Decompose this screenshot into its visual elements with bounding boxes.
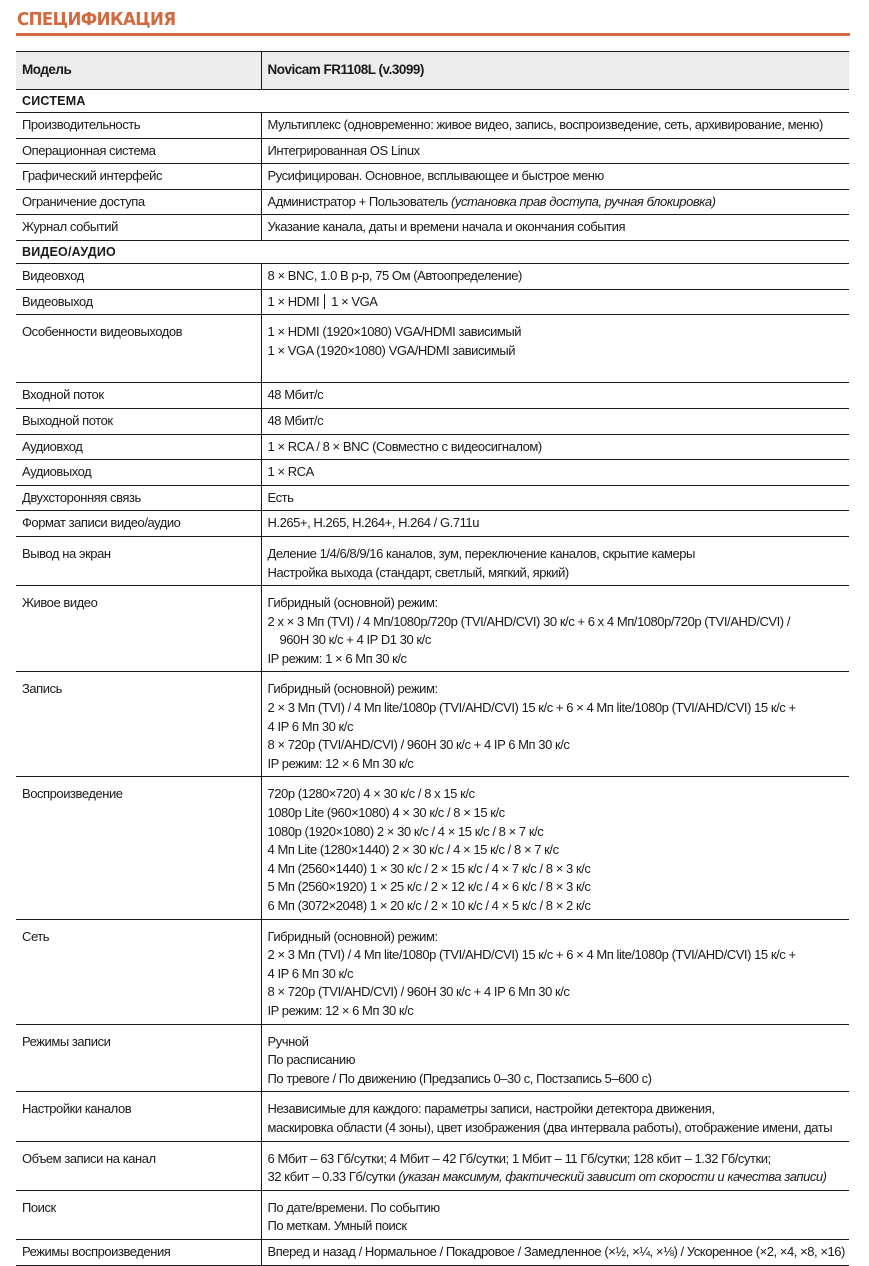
row-label: Журнал событий (16, 215, 261, 241)
table-row (16, 434, 849, 460)
value-line (268, 860, 844, 879)
row-value (261, 460, 849, 486)
value-text: 2 x × 3 Мп (TVI) / 4 Мп/1080p/720p (TVI/AHD/CVI) 30 к/с + 6 x 4 Мп/1080p/720p (TVI/AHD/CVI) / (267, 613, 791, 629)
row-label: Режимы записи (16, 1024, 261, 1092)
row-label: Режимы воспроизведения (16, 1239, 261, 1265)
header-label: Модель (16, 52, 261, 90)
row-value (261, 1092, 849, 1141)
row-label: Поиск (16, 1190, 261, 1239)
value-text: 1080p (1920×1080) 2 × 30 к/с / 4 × 15 к/с / 8 × 7 к/с (267, 823, 544, 839)
value-line (268, 463, 844, 482)
section-title: ВИДЕО/АУДИО (16, 240, 849, 263)
row-label: Особенности видеовыходов (16, 315, 261, 383)
table-row (16, 113, 849, 139)
table-row (16, 460, 849, 486)
row-label: Живое видео (16, 586, 261, 672)
value-text: Есть (267, 489, 294, 505)
value-line (268, 323, 844, 342)
row-label: Объем записи на канал (16, 1141, 261, 1190)
value-text: По расписанию (267, 1052, 356, 1068)
value-line (268, 650, 844, 669)
row-value (261, 138, 849, 164)
value-text: Вперед и назад / Нормальное / Покадровое / Замедленное (×½, ×¼, ×⅛) / Ускоренное (×2, ×4, ×8, ×16) (267, 1243, 845, 1259)
value-line (268, 1033, 844, 1052)
value-text: 8 × BNC, 1.0 В p-p, 75 Ом (Автоопределение) (267, 267, 522, 283)
row-value (261, 189, 849, 215)
row-label: Сеть (16, 919, 261, 1024)
row-value (261, 315, 849, 383)
value-text: Гибридный (основной) режим: (267, 595, 438, 611)
section-row (16, 240, 849, 263)
value-line (268, 564, 844, 583)
value-line (268, 142, 844, 161)
value-note: (установка прав доступа, ручная блокировка) (451, 193, 716, 209)
value-line (268, 928, 844, 947)
value-text: 720p (1280×720) 4 × 30 к/с / 8 x 15 к/с (267, 786, 475, 802)
table-row (16, 408, 849, 434)
table-row (16, 777, 849, 919)
value-text: 2 × 3 Мп (TVI) / 4 Мп lite/1080p (TVI/AHD/CVI) 15 к/с + 6 × 4 Мп lite/1080p (TVI/AHD/CVI) 15 к/с + (267, 700, 796, 716)
row-value (261, 289, 849, 315)
table-row (16, 315, 849, 383)
value-text: Гибридный (основной) режим: (267, 928, 438, 944)
value-line (268, 613, 844, 632)
row-value (261, 1024, 849, 1092)
value-text: IP режим: 12 × 6 Мп 30 к/с (267, 755, 414, 771)
value-text: 4 IP 6 Мп 30 к/с (267, 718, 353, 734)
value-text: По тревоге / По движению (Предзапись 0–30 с, Постзапись 5–600 с) (267, 1070, 652, 1086)
row-value (261, 164, 849, 190)
value-line (268, 342, 844, 361)
value-line (268, 386, 844, 405)
row-label: Воспроизведение (16, 777, 261, 919)
value-text: 4 Мп Lite (1280×1440) 2 × 30 к/с / 4 × 15 к/с / 8 × 7 к/с (267, 842, 559, 858)
row-label: Входной поток (16, 383, 261, 409)
value-text: 8 × 720p (TVI/AHD/CVI) / 960H 30 к/с + 4 IP 6 Мп 30 к/с (267, 984, 570, 1000)
table-row (16, 919, 849, 1024)
value-line (268, 1119, 844, 1138)
value-text: 8 × 720p (TVI/AHD/CVI) / 960H 30 к/с + 4 IP 6 Мп 30 к/с (267, 737, 570, 753)
table-row (16, 263, 849, 289)
row-label: Аудиовход (16, 434, 261, 460)
value-text: По дате/времени. По событию (267, 1199, 440, 1215)
value-line (268, 1168, 844, 1187)
section-row (16, 90, 849, 113)
value-part: 1 × VGA (331, 293, 378, 309)
value-part: 1 × HDMI (267, 293, 320, 309)
value-text: Ручной (267, 1033, 309, 1049)
value-line (268, 785, 844, 804)
value-text: Гибридный (основной) режим: (267, 681, 438, 697)
value-line (268, 631, 844, 650)
row-label: Запись (16, 672, 261, 777)
value-text: Администратор + Пользователь (267, 193, 448, 209)
value-text: 32 кбит – 0.33 Гб/сутки (267, 1169, 396, 1185)
value-line (268, 823, 844, 842)
value-line (268, 1100, 844, 1119)
value-line (268, 218, 844, 237)
row-value (261, 1239, 849, 1265)
value-line (268, 1243, 844, 1262)
value-line (268, 841, 844, 860)
row-label: Ограничение доступа (16, 189, 261, 215)
value-text: Настройка выхода (стандарт, светлый, мягкий, яркий) (267, 564, 569, 580)
value-line (268, 514, 844, 533)
spec-table (16, 51, 849, 1266)
row-label: Двухсторонняя связь (16, 485, 261, 511)
value-line (268, 1070, 844, 1089)
value-text: IP режим: 12 × 6 Мп 30 к/с (267, 1002, 414, 1018)
section-title: СИСТЕМА (16, 90, 849, 113)
value-note: (указан максимум, фактический зависит от скорости и качества записи) (398, 1169, 827, 1185)
value-line (268, 1051, 844, 1070)
table-row (16, 1092, 849, 1141)
title-underline (16, 33, 850, 36)
value-line (268, 1002, 844, 1021)
table-row (16, 383, 849, 409)
value-line (268, 804, 844, 823)
value-text: 4 IP 6 Мп 30 к/с (267, 965, 353, 981)
value-text: 1080p Lite (960×1080) 4 × 30 к/с / 8 × 15 к/с (267, 805, 505, 821)
value-text: 6 Мбит – 63 Гб/сутки; 4 Мбит – 42 Гб/сутки; 1 Мбит – 11 Гб/сутки; 128 кбит – 1.32 Гб/сутки; (267, 1150, 771, 1166)
value-text: Независимые для каждого: параметры записи, настройки детектора движения, (267, 1101, 715, 1117)
value-text: маскировка области (4 зоны), цвет изображения (два интервала работы), отображение имени, даты (267, 1119, 833, 1135)
value-text: 1 × RCA / 8 × BNC (Совместно с видеосигналом) (267, 438, 542, 454)
value-line (268, 267, 844, 286)
row-label: Видеовыход (16, 289, 261, 315)
value-line (268, 489, 844, 508)
value-text: IP режим: 1 × 6 Мп 30 к/с (267, 650, 407, 666)
row-label: Выходной поток (16, 408, 261, 434)
table-row (16, 511, 849, 537)
value-text: 1 × VGA (1920×1080) VGA/HDMI зависимый (267, 342, 516, 358)
document-title: СПЕЦИФИКАЦИЯ (17, 9, 176, 30)
row-value (261, 672, 849, 777)
value-text: 1 × RCA (267, 464, 314, 480)
value-line (268, 438, 844, 457)
value-line (268, 699, 844, 718)
value-text: Указание канала, даты и времени начала и окончания события (267, 219, 626, 235)
table-row (16, 215, 849, 241)
table-row (16, 586, 849, 672)
row-label: Вывод на экран (16, 536, 261, 585)
value-text: Русифицирован. Основное, всплывающее и быстрое меню (267, 168, 604, 184)
table-row (16, 672, 849, 777)
row-value (261, 113, 849, 139)
value-line (268, 718, 844, 737)
table-row (16, 1141, 849, 1190)
value-text: H.265+, H.265, H.264+, H.264 / G.711u (267, 515, 479, 531)
value-line (268, 897, 844, 916)
value-text: Мультиплекс (одновременно: живое видео, запись, воспроизведение, сеть, архивирование, меню) (267, 117, 823, 132)
value-text: 4 Мп (2560×1440) 1 × 30 к/с / 2 × 15 к/с / 4 × 7 к/с / 8 × 3 к/с (267, 860, 591, 876)
row-value (261, 777, 849, 919)
value-line (268, 1150, 844, 1169)
value-line (268, 167, 844, 186)
value-line (268, 116, 844, 135)
table-row (16, 1024, 849, 1092)
table-row (16, 289, 849, 315)
table-row (16, 536, 849, 585)
table-row (16, 1190, 849, 1239)
row-value (261, 485, 849, 511)
row-label: Настройки каналов (16, 1092, 261, 1141)
value-line (268, 293, 844, 312)
row-label: Видеовход (16, 263, 261, 289)
value-line (268, 680, 844, 699)
row-value (261, 511, 849, 537)
value-text: Деление 1/4/6/8/9/16 каналов, зум, переключение каналов, скрытие камеры (267, 545, 695, 561)
row-label: Производительность (16, 113, 261, 139)
row-value (261, 1190, 849, 1239)
row-label: Формат записи видео/аудио (16, 511, 261, 537)
value-line (268, 736, 844, 755)
row-value (261, 215, 849, 241)
table-row (16, 138, 849, 164)
value-line (268, 878, 844, 897)
value-line (268, 983, 844, 1002)
value-line (268, 965, 844, 984)
value-text: По меткам. Умный поиск (267, 1218, 407, 1234)
value-line (268, 1199, 844, 1218)
row-value (261, 919, 849, 1024)
row-value (261, 408, 849, 434)
row-value (261, 263, 849, 289)
value-text: 2 × 3 Мп (TVI) / 4 Мп lite/1080p (TVI/AHD/CVI) 15 к/с + 6 × 4 Мп lite/1080p (TVI/AHD/CVI) 15 к/с + (267, 947, 796, 963)
table-row (16, 1239, 849, 1265)
value-line (268, 946, 844, 965)
value-line (268, 193, 844, 212)
row-value (261, 383, 849, 409)
table-row (16, 485, 849, 511)
table-header-row (16, 52, 849, 90)
row-value (261, 586, 849, 672)
value-text: 48 Мбит/с (267, 412, 324, 428)
value-text: 5 Мп (2560×1920) 1 × 25 к/с / 2 × 12 к/с / 4 × 6 к/с / 8 × 3 к/с (267, 879, 591, 895)
value-line (268, 545, 844, 564)
row-value (261, 536, 849, 585)
row-label: Аудиовыход (16, 460, 261, 486)
value-text: 960H 30 к/с + 4 IP D1 30 к/с (279, 632, 431, 648)
value-text: 1 × HDMI (1920×1080) VGA/HDMI зависимый (267, 324, 522, 340)
table-row (16, 164, 849, 190)
row-label: Операционная система (16, 138, 261, 164)
header-value: Novicam FR1108L (v.3099) (261, 52, 849, 90)
separator-bar (324, 294, 325, 309)
row-value (261, 1141, 849, 1190)
value-text: 48 Мбит/с (267, 387, 324, 403)
value-text: Интегрированная OS Linux (267, 142, 420, 158)
table-row (16, 189, 849, 215)
value-line (268, 594, 844, 613)
value-line (268, 755, 844, 774)
value-text: 6 Мп (3072×2048) 1 × 20 к/с / 2 × 10 к/с / 4 × 5 к/с / 8 × 2 к/с (267, 898, 591, 913)
row-value (261, 434, 849, 460)
value-line (268, 412, 844, 431)
value-line (268, 1217, 844, 1236)
row-label: Графический интерфейс (16, 164, 261, 190)
